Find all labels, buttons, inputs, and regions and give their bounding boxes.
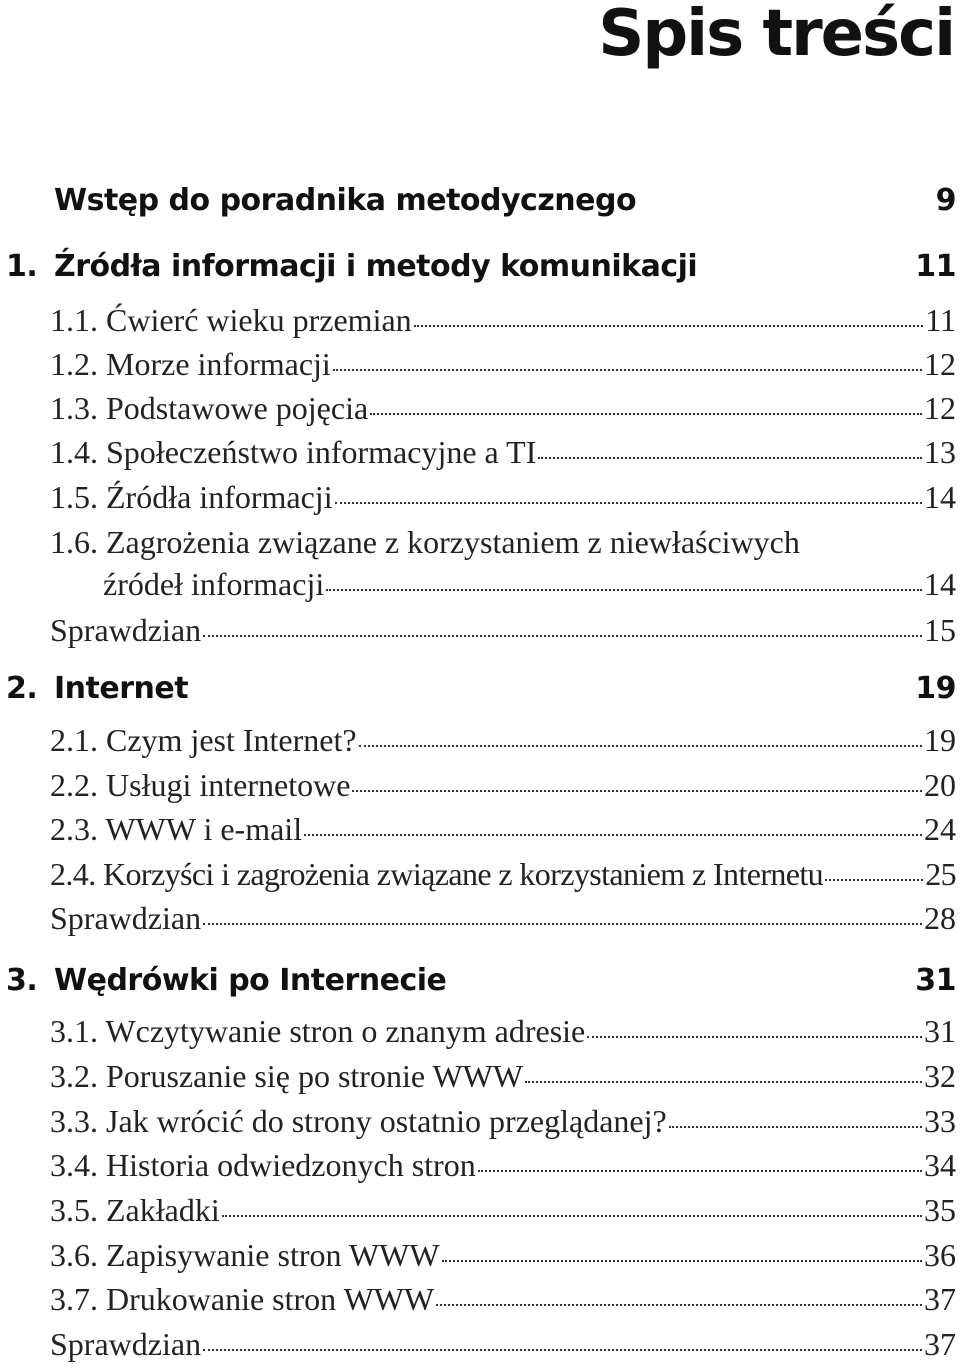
heading-page-number: 9 <box>935 183 956 218</box>
toc-entry[interactable] <box>0 1147 960 1184</box>
heading-title: Internet <box>54 671 189 706</box>
heading-page-number: 31 <box>915 963 956 998</box>
entry-page-number: 35 <box>924 1192 956 1228</box>
entry-page-number: 14 <box>924 479 956 515</box>
toc-heading-chapter-3[interactable] <box>0 963 960 998</box>
entry-page-number: 36 <box>924 1237 956 1273</box>
heading-title: Wędrówki po Internecie <box>54 963 447 998</box>
toc-heading-chapter-1[interactable] <box>0 249 960 284</box>
entry-title: 3.3. Jak wrócić do strony ostatnio przeglądanej? <box>50 1103 667 1139</box>
heading-number: 3. <box>6 963 38 998</box>
dot-leader <box>203 1349 922 1351</box>
dot-leader <box>304 834 922 836</box>
entry-page-number: 37 <box>924 1326 956 1362</box>
entry-page-number: 33 <box>924 1103 956 1139</box>
entry-page-number: 14 <box>924 566 956 602</box>
toc-entry[interactable] <box>0 856 960 893</box>
entry-title: 2.4. Korzyści i zagrożenia związane z korzystaniem z Internetu <box>50 856 824 892</box>
entry-title: 2.1. Czym jest Internet? <box>50 722 357 758</box>
entry-title: 3.2. Poruszanie się po stronie WWW <box>50 1058 524 1094</box>
dot-leader <box>359 745 922 747</box>
entry-title: źródeł informacji <box>103 566 325 602</box>
heading-number: 2. <box>6 671 38 706</box>
dot-leader <box>222 1215 922 1217</box>
toc-entry[interactable] <box>0 524 960 561</box>
entry-page-number: 37 <box>924 1281 956 1317</box>
entry-title: Sprawdzian <box>50 1326 202 1362</box>
toc-entry[interactable] <box>0 1103 960 1140</box>
dot-leader <box>203 635 922 637</box>
dot-leader <box>352 790 922 792</box>
entry-title: 3.4. Historia odwiedzonych stron <box>50 1147 476 1183</box>
dot-leader <box>538 457 922 459</box>
entry-title: 1.4. Społeczeństwo informacyjne a TI <box>50 434 537 470</box>
dot-leader <box>825 879 923 881</box>
entry-page-number: 15 <box>924 612 956 648</box>
toc-entry[interactable] <box>0 302 960 339</box>
toc-entry[interactable] <box>0 390 960 427</box>
toc-heading-chapter-2[interactable] <box>0 671 960 706</box>
dot-leader <box>414 325 924 327</box>
dot-leader <box>326 589 922 591</box>
dot-leader <box>335 502 922 504</box>
entry-title: 2.2. Usługi internetowe <box>50 767 351 803</box>
entry-page-number: 12 <box>924 390 956 426</box>
dot-leader <box>442 1260 922 1262</box>
heading-page-number: 11 <box>915 249 956 284</box>
dot-leader <box>436 1304 922 1306</box>
entry-page-number: 24 <box>924 811 956 847</box>
entry-title: 1.3. Podstawowe pojęcia <box>50 390 369 426</box>
dot-leader <box>370 413 922 415</box>
toc-entry[interactable] <box>0 1237 960 1274</box>
entry-page-number: 32 <box>924 1058 956 1094</box>
toc-entry[interactable] <box>0 722 960 759</box>
dot-leader <box>669 1126 922 1128</box>
entry-title: 3.6. Zapisywanie stron WWW <box>50 1237 440 1273</box>
entry-title: 2.3. WWW i e-mail <box>50 811 303 847</box>
toc-entry[interactable] <box>0 1281 960 1318</box>
toc-entry[interactable] <box>0 1192 960 1229</box>
entry-title: 1.1. Ćwierć wieku przemian <box>50 302 412 338</box>
toc-entry-sprawdzian[interactable] <box>0 612 960 649</box>
entry-page-number: 12 <box>924 346 956 382</box>
toc-heading-intro[interactable] <box>0 183 960 218</box>
entry-title: 1.2. Morze informacji <box>50 346 331 382</box>
entry-page-number: 13 <box>924 434 956 470</box>
entry-title: 1.5. Źródła informacji <box>50 479 333 515</box>
heading-title: Wstęp do poradnika metodycznego <box>54 183 637 218</box>
entry-page-number: 31 <box>924 1013 956 1049</box>
entry-title: Sprawdzian <box>50 612 202 648</box>
entry-page-number: 20 <box>924 767 956 803</box>
toc-entry[interactable] <box>0 479 960 516</box>
entry-title: 1.6. Zagrożenia związane z korzystaniem z niewłaściwych <box>50 524 800 560</box>
toc-entry[interactable] <box>0 767 960 804</box>
entry-page-number: 11 <box>925 302 956 338</box>
entry-page-number: 19 <box>924 722 956 758</box>
toc-entry[interactable] <box>0 1013 960 1050</box>
page-title: Spis treści <box>598 0 954 71</box>
entry-page-number: 25 <box>925 856 956 892</box>
entry-page-number: 28 <box>924 900 956 936</box>
toc-entry[interactable] <box>0 1058 960 1095</box>
entry-title: 3.7. Drukowanie stron WWW <box>50 1281 435 1317</box>
entry-title: 3.5. Zakładki <box>50 1192 220 1228</box>
dot-leader <box>333 369 922 371</box>
dot-leader <box>478 1170 922 1172</box>
dot-leader <box>525 1081 922 1083</box>
entry-title: 3.1. Wczytywanie stron o znanym adresie <box>50 1013 586 1049</box>
toc-entry-sprawdzian[interactable] <box>0 1326 960 1363</box>
entry-page-number: 34 <box>924 1147 956 1183</box>
toc-entry-continuation[interactable] <box>0 566 960 603</box>
toc-entry[interactable] <box>0 811 960 848</box>
heading-number: 1. <box>6 249 38 284</box>
dot-leader <box>203 923 922 925</box>
heading-title: Źródła informacji i metody komunikacji <box>54 249 698 284</box>
toc-entry-sprawdzian[interactable] <box>0 900 960 937</box>
entry-title: Sprawdzian <box>50 900 202 936</box>
dot-leader <box>587 1036 922 1038</box>
heading-page-number: 19 <box>915 671 956 706</box>
toc-entry[interactable] <box>0 346 960 383</box>
toc-entry[interactable] <box>0 434 960 471</box>
